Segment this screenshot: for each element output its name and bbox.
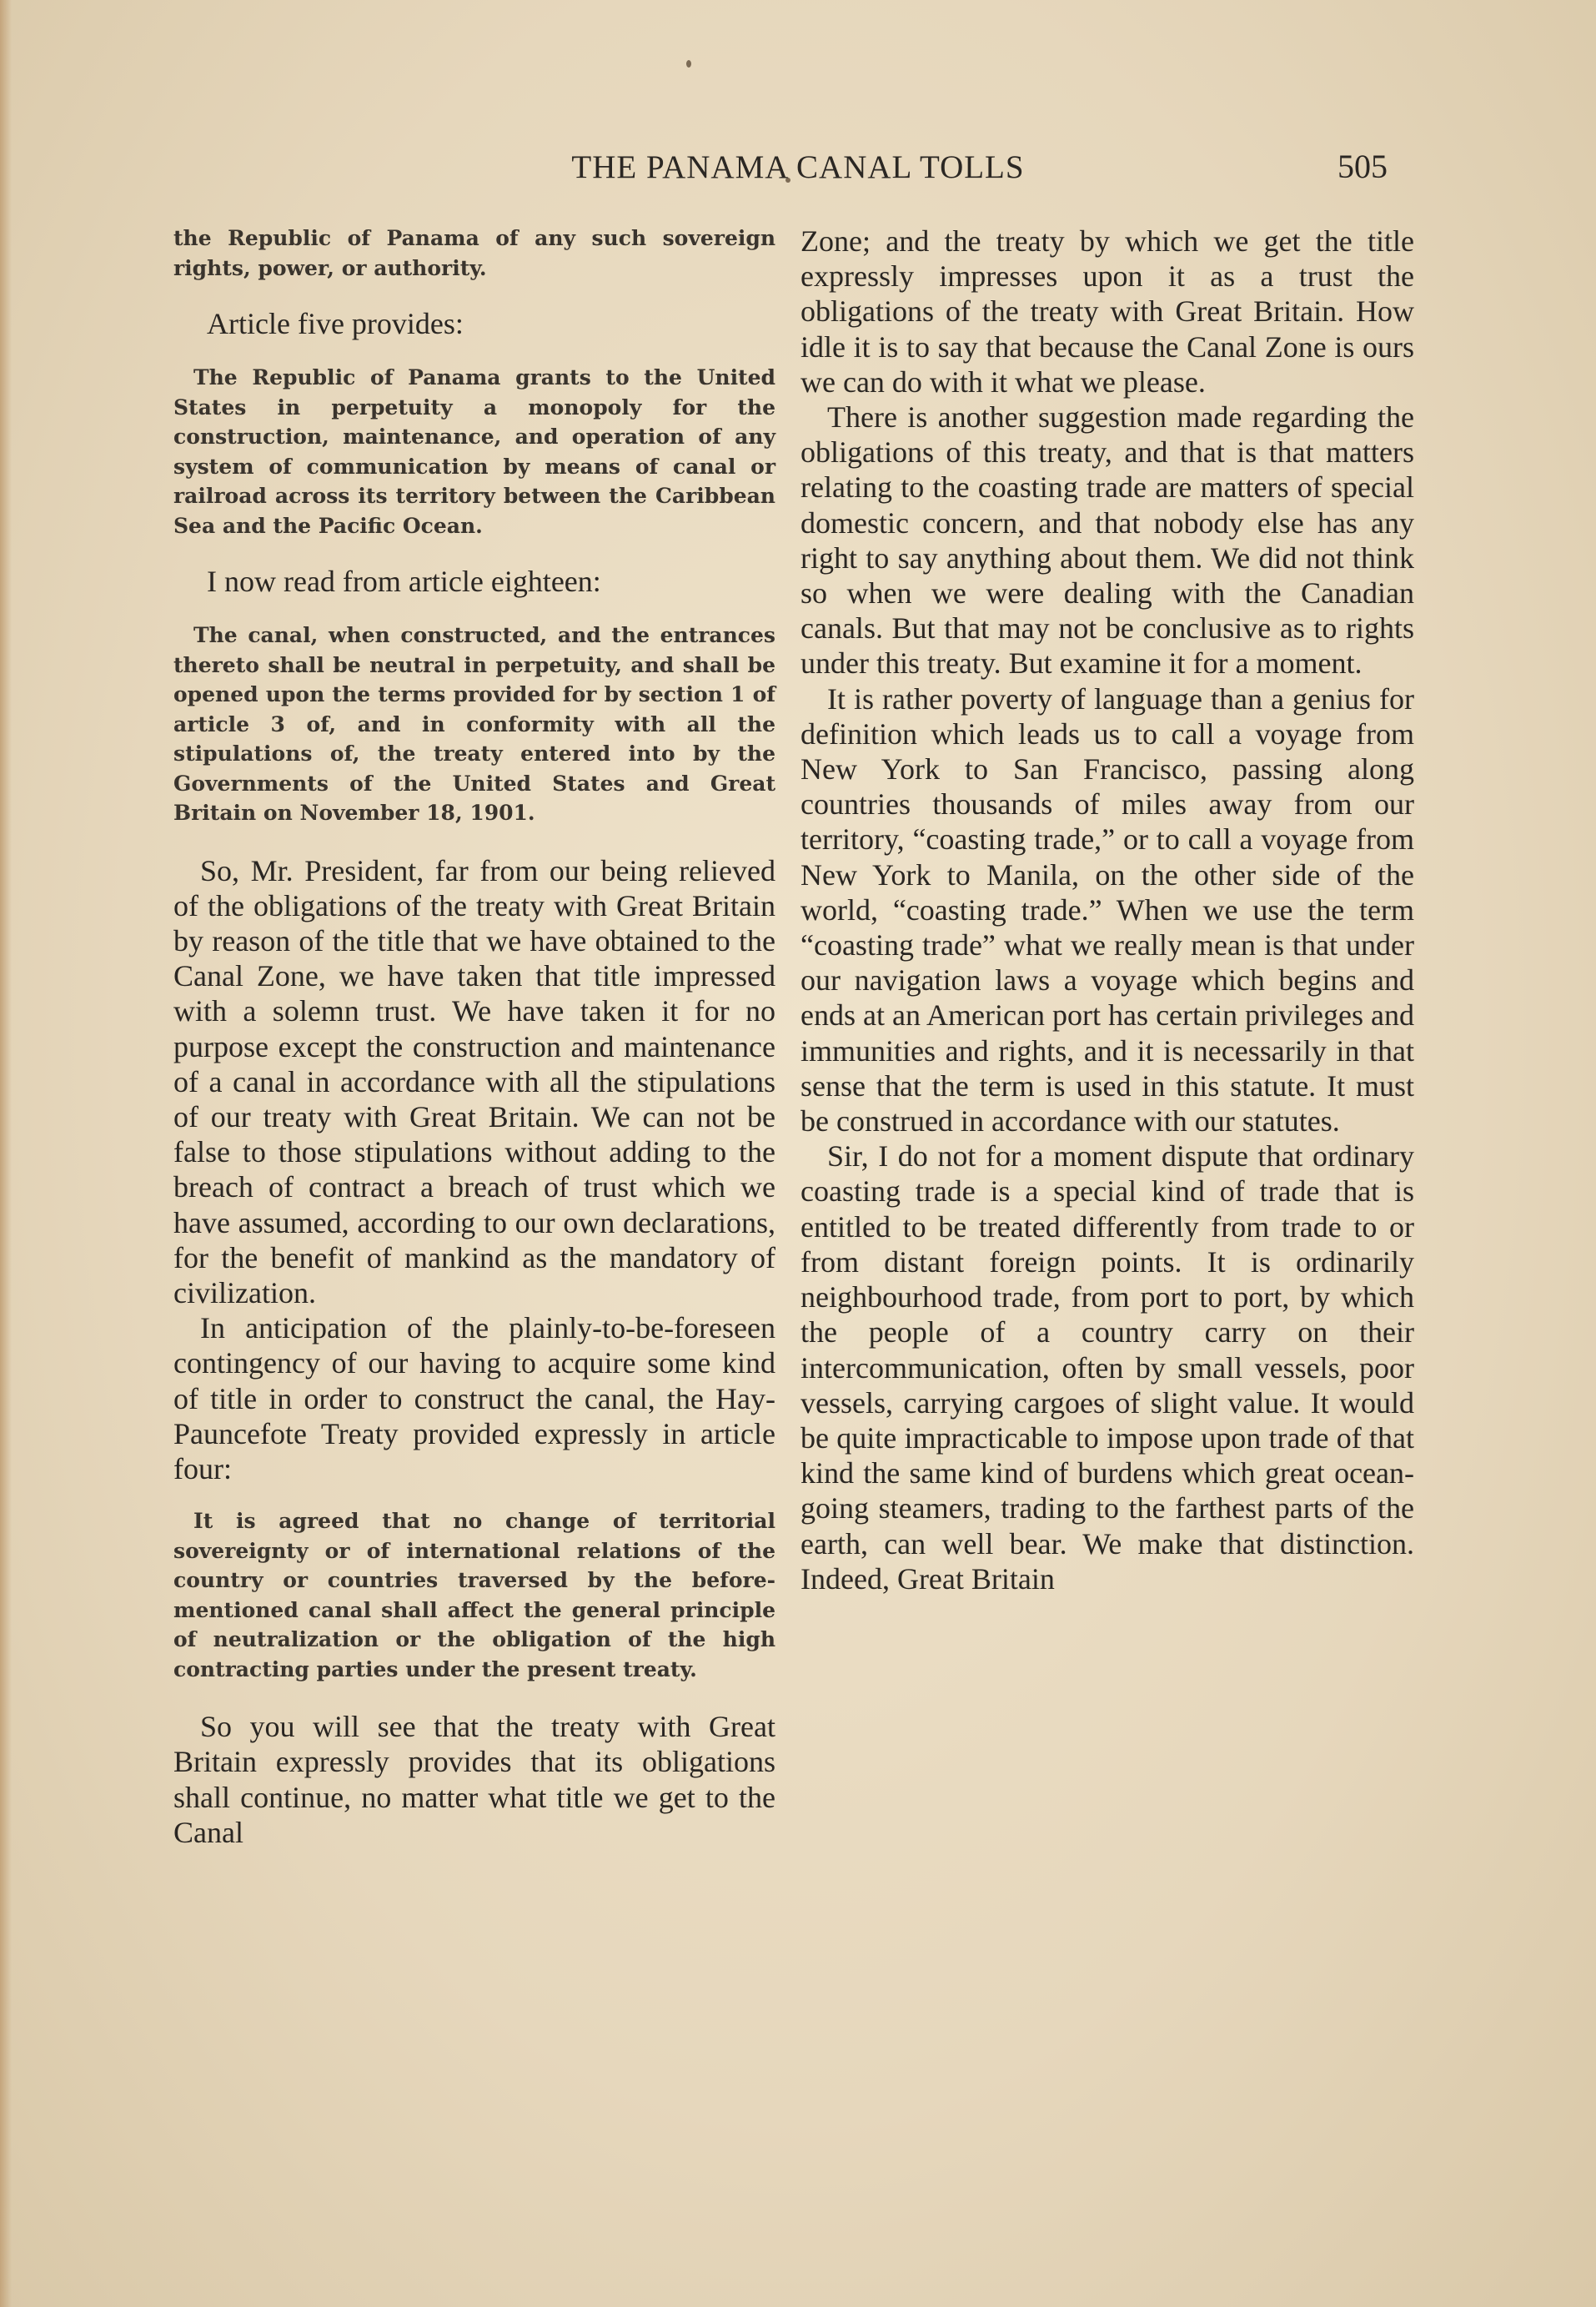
article-eighteen-intro: I now read from article eighteen: <box>207 565 601 598</box>
body-paragraph: So, Mr. President, far from our being relieved of the obligations of the treaty with Great Britain by reason of the title that we have obtained to the Canal Zone, we have taken that title impressed with a solemn trust. We have taken it for no purpose except the construction and maintenance of a canal in accordance with all the stipulations of our treaty with Great Britain. We can not be false to those stipulations without adding to the breach of contract a breach of trust which we have assumed, according to our own declarations, for the benefit of mankind as the mandatory of civilization. <box>173 853 775 1309</box>
running-header-title: THE PANAMA CANAL TOLLS <box>571 149 1025 185</box>
article-five-quote: The Republic of Panama grants to the United States in perpetuity a monopoly for the construction, maintenance, and operation of any system of communication by means of canal or railroad across its territory between the Caribbean Sea and the Pacific Ocean. <box>173 365 775 538</box>
article-five-intro: Article five provides: <box>207 307 464 340</box>
right-column <box>801 224 1414 1596</box>
body-paragraph: In anticipation of the plainly-to-be-foreseen contingency of our having to acquire some kind of title in order to construct the canal, the Hay-Pauncefote Treaty provided expressly in article four: <box>173 1311 775 1485</box>
body-paragraph: It is rather poverty of language than a genius for definition which leads us to call a voyage from New York to San Francisco, passing along countries thousands of miles away from our territory, “coasting trade,” or to call a voyage from New York to Manila, on the other side of the world, “coasting trade.” When we use the term “coasting trade” what we really mean is that under our navigation laws a voyage which begins and ends at an American port has certain privileges and immunities and rights, and it is necessarily in that sense that the term is used in this statute. It must be construed in accordance with our statutes. <box>801 681 1414 1138</box>
page-number: 505 <box>1338 148 1388 185</box>
article-eighteen-quote: The canal, when constructed, and the entrances thereto shall be neutral in perpetuity, and shall be opened upon the terms provided for by section 1 of article 3 of, and in conformity with all the stipulations of, the treaty entered into by the Governments of the United States and Great Britain on November 18, 1901. <box>173 623 775 825</box>
body-paragraph: Sir, I do not for a moment dispute that ordinary coasting trade is a special kind of trade that is entitled to be treated differently from trade to or from distant foreign points. It is ordinarily neighbourhood trade, from port to port, by which the people of a country carry on their intercommunication, often by small vessels, poor vessels, carrying cargoes of slight value. It would be quite impracticable to impose upon trade of that kind the same kind of burdens which great ocean-going steamers, trading to the farthest parts of the earth, can well bear. We make that distinction. Indeed, Great Britain <box>801 1139 1414 1596</box>
quote-continuation: the Republic of Panama of any such sovereign rights, power, or authority. <box>173 226 775 280</box>
article-four-quote: It is agreed that no change of territorial sovereignty or of international relations of the country or countries traversed by the before-mentioned canal shall affect the general principle of neutralization or the obligation of the high contracting parties under the present treaty. <box>173 1509 775 1681</box>
body-paragraph: So you will see that the treaty with Great Britain expressly provides that its obligations shall continue, no matter what title we get to the Canal <box>173 1710 775 1849</box>
page-edge <box>0 0 12 2307</box>
body-paragraph: There is another suggestion made regarding the obligations of this treaty, and that is that matters relating to the coasting trade are matters of special domestic concern, and that nobody else has any right to say anything about them. We did not think so when we were dealing with the Canadian canals. But that may not be conclusive as to rights under this treaty. But examine it for a moment. <box>801 400 1414 681</box>
body-paragraph: Zone; and the treaty by which we get the title expressly impresses upon it as a trust the obligations of the treaty with Great Britain. How idle it is to say that because the Canal Zone is ours we can do with it what we please. <box>801 224 1414 399</box>
left-column <box>173 224 775 1850</box>
paper-speck <box>686 60 691 68</box>
